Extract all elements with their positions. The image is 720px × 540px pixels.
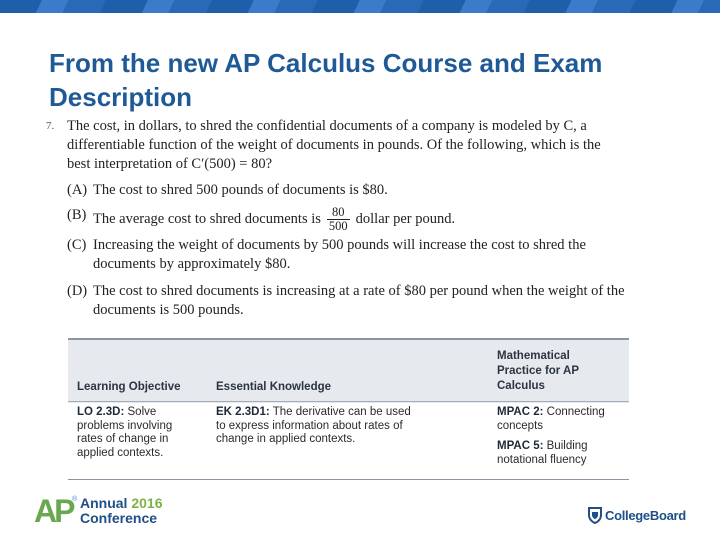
choice-b bbox=[67, 206, 627, 233]
header-essential-knowledge: Essential Knowledge bbox=[216, 381, 332, 393]
choice-text: Increasing the weight of documents by 500 pounds will increase the cost to shred the documents by approximately $80. bbox=[93, 237, 586, 272]
cell-essential-knowledge bbox=[216, 406, 421, 447]
acorn-shield-icon bbox=[587, 506, 603, 524]
question-stem: The cost, in dollars, to shred the confidential documents of a company is modeled by C, a differentiable function of the weight of documents in pounds. Of the following, which is the best interpretation of C′(500) = 80? bbox=[67, 118, 601, 172]
mpac-text: Building notational fluency bbox=[497, 440, 588, 466]
cell-mpac-2 bbox=[497, 406, 617, 433]
college-board-text: CollegeBoard bbox=[605, 507, 686, 523]
ap-annual-conference-logo bbox=[34, 494, 184, 530]
fraction-numerator: 80 bbox=[332, 205, 345, 219]
choice-text: The cost to shred 500 pounds of documents is $80. bbox=[93, 182, 388, 198]
choice-c bbox=[67, 236, 627, 274]
ek-text: The derivative can be used to express information about rates of change in applied contexts. bbox=[216, 406, 411, 445]
choice-text bbox=[93, 206, 627, 233]
ap-registered-mark: ® bbox=[72, 496, 78, 503]
table-bottom-rule bbox=[68, 479, 629, 480]
question-number: 7. bbox=[46, 120, 55, 132]
table-header bbox=[68, 338, 629, 403]
header-rule bbox=[68, 401, 629, 402]
lo-text: Solve problems involving rates of change in applied contexts. bbox=[77, 406, 173, 459]
choice-letter: (C) bbox=[67, 237, 87, 253]
mpac-text: Connecting concepts bbox=[497, 406, 605, 432]
slide-title: From the new AP Calculus Course and Exam Description bbox=[49, 48, 603, 112]
mpac-code: MPAC 2: bbox=[497, 406, 544, 418]
choice-text: The cost to shred documents is increasing at a rate of $80 per pound when the weight of the documents is 500 pounds. bbox=[93, 283, 625, 318]
ap-logo-letters bbox=[34, 494, 72, 528]
fraction-denominator: 500 bbox=[328, 219, 348, 233]
choice-a bbox=[67, 181, 627, 200]
college-board-logo bbox=[587, 505, 697, 525]
alignment-table bbox=[68, 338, 629, 480]
ap-letters-text: AP bbox=[34, 493, 73, 529]
ap-conference-text bbox=[80, 496, 163, 526]
choice-letter: (A) bbox=[67, 182, 88, 198]
ap-annual-label: Annual bbox=[80, 495, 128, 511]
choice-text-before: The average cost to shred documents is bbox=[93, 210, 321, 227]
cell-mpac-5 bbox=[497, 440, 617, 467]
choice-d bbox=[67, 282, 627, 320]
cell-learning-objective bbox=[77, 406, 197, 460]
choice-letter: (B) bbox=[67, 207, 87, 223]
ap-conference-label: Conference bbox=[80, 510, 158, 526]
fraction bbox=[327, 206, 350, 233]
header-learning-objective: Learning Objective bbox=[77, 381, 181, 393]
ap-year-label: 2016 bbox=[131, 495, 163, 511]
lo-code: LO 2.3D: bbox=[77, 406, 125, 418]
mpac-code: MPAC 5: bbox=[497, 440, 544, 452]
top-decorative-band bbox=[0, 0, 720, 13]
header-mathematical-practice: Mathematical Practice for AP Calculus bbox=[497, 350, 579, 392]
choice-text-after: dollar per pound. bbox=[355, 210, 456, 227]
choice-letter: (D) bbox=[67, 283, 88, 299]
ek-code: EK 2.3D1: bbox=[216, 406, 270, 418]
